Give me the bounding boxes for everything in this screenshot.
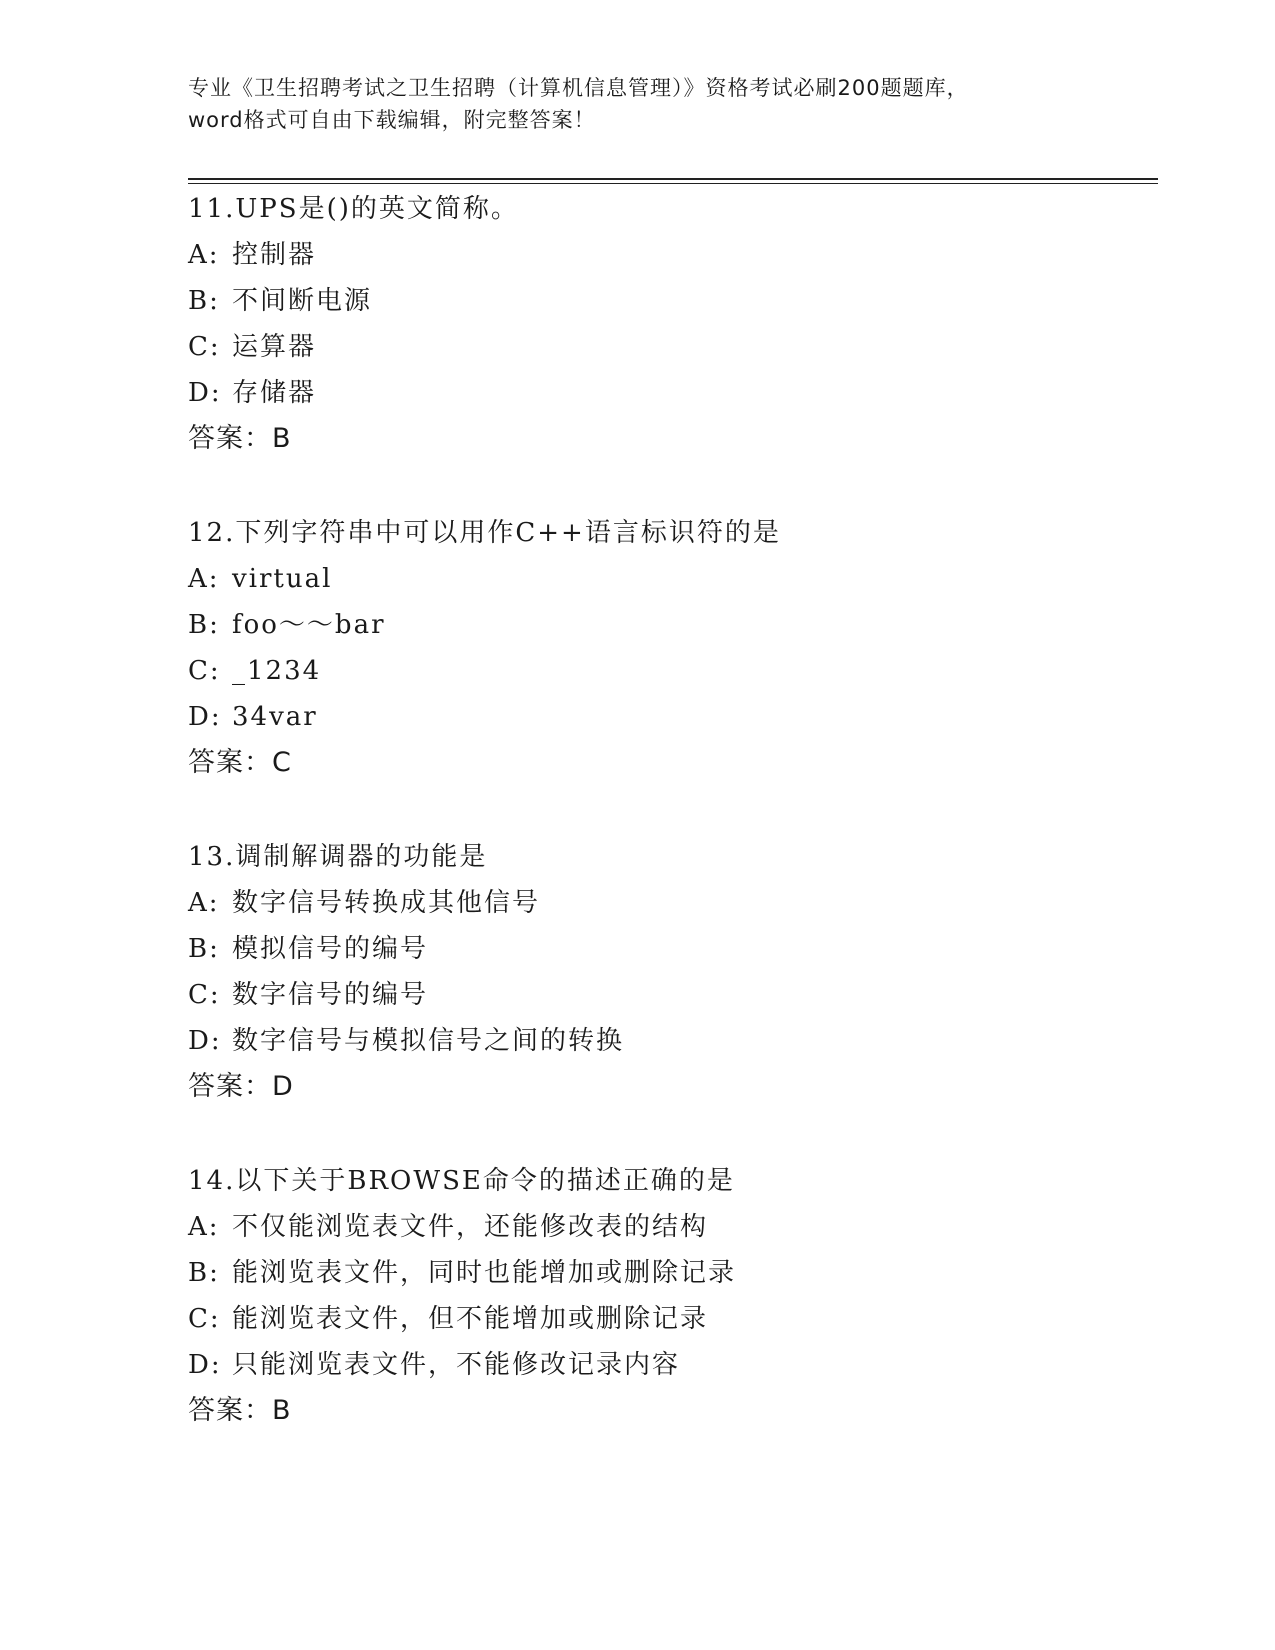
option-text: foo～～bar <box>232 610 386 640</box>
option-d <box>188 370 1138 416</box>
header-line-1: 专业《卫生招聘考试之卫生招聘（计算机信息管理）》资格考试必刷200题题库， <box>188 76 969 100</box>
answer: 答案：B <box>188 1395 292 1426</box>
option-text: 存储器 <box>232 378 317 408</box>
option-label: A: <box>188 564 220 594</box>
header-line-2: word格式可自由下载编辑，附完整答案！ <box>188 108 596 132</box>
option-label: B: <box>188 610 220 640</box>
answer: 答案：D <box>188 1071 294 1102</box>
question-stem: 13.调制解调器的功能是 <box>188 842 488 872</box>
header-divider-thin <box>188 183 1158 184</box>
option-c <box>188 972 1138 1018</box>
option-label: C: <box>188 332 221 362</box>
option-a <box>188 880 1138 926</box>
option-text: 数字信号与模拟信号之间的转换 <box>232 1026 625 1056</box>
option-c <box>188 1296 1138 1342</box>
option-text: 运算器 <box>232 332 317 362</box>
option-text: 不仅能浏览表文件，还能修改表的结构 <box>232 1212 709 1242</box>
header-divider-thick <box>188 178 1158 180</box>
option-label: A: <box>188 1212 220 1242</box>
option-d <box>188 694 1138 740</box>
option-label: D: <box>188 378 222 408</box>
question-block <box>188 186 1138 462</box>
question-block <box>188 834 1138 1110</box>
option-label: D: <box>188 702 222 732</box>
option-label: D: <box>188 1026 222 1056</box>
document-header <box>188 72 1088 136</box>
option-b <box>188 926 1138 972</box>
option-b <box>188 1250 1138 1296</box>
option-text: 模拟信号的编号 <box>232 934 429 964</box>
option-text: 能浏览表文件，同时也能增加或删除记录 <box>232 1258 737 1288</box>
option-d <box>188 1342 1138 1388</box>
question-block <box>188 1158 1138 1434</box>
option-a <box>188 232 1138 278</box>
option-label: A: <box>188 888 220 918</box>
option-label: C: <box>188 980 221 1010</box>
option-label: D: <box>188 1350 222 1380</box>
question-stem: 14.以下关于BROWSE命令的描述正确的是 <box>188 1166 735 1196</box>
option-text: 只能浏览表文件，不能修改记录内容 <box>232 1350 681 1380</box>
option-label: B: <box>188 1258 220 1288</box>
option-a <box>188 556 1138 602</box>
option-a <box>188 1204 1138 1250</box>
question-stem: 11.UPS是()的英文简称。 <box>188 194 519 224</box>
question-block <box>188 510 1138 786</box>
answer: 答案：B <box>188 423 292 454</box>
answer: 答案：C <box>188 747 292 778</box>
option-text: _1234 <box>232 656 322 686</box>
option-label: C: <box>188 656 221 686</box>
option-c <box>188 324 1138 370</box>
option-text: 34var <box>232 702 318 732</box>
option-label: B: <box>188 934 220 964</box>
question-stem: 12.下列字符串中可以用作C++语言标识符的是 <box>188 518 781 548</box>
option-text: 数字信号的编号 <box>232 980 429 1010</box>
option-label: A: <box>188 240 220 270</box>
option-c <box>188 648 1138 694</box>
option-text: 控制器 <box>232 240 317 270</box>
option-text: virtual <box>232 564 333 594</box>
option-text: 数字信号转换成其他信号 <box>232 888 541 918</box>
option-b <box>188 602 1138 648</box>
option-label: C: <box>188 1304 221 1334</box>
option-label: B: <box>188 286 220 316</box>
option-b <box>188 278 1138 324</box>
option-text: 不间断电源 <box>232 286 373 316</box>
option-d <box>188 1018 1138 1064</box>
option-text: 能浏览表文件，但不能增加或删除记录 <box>232 1304 709 1334</box>
